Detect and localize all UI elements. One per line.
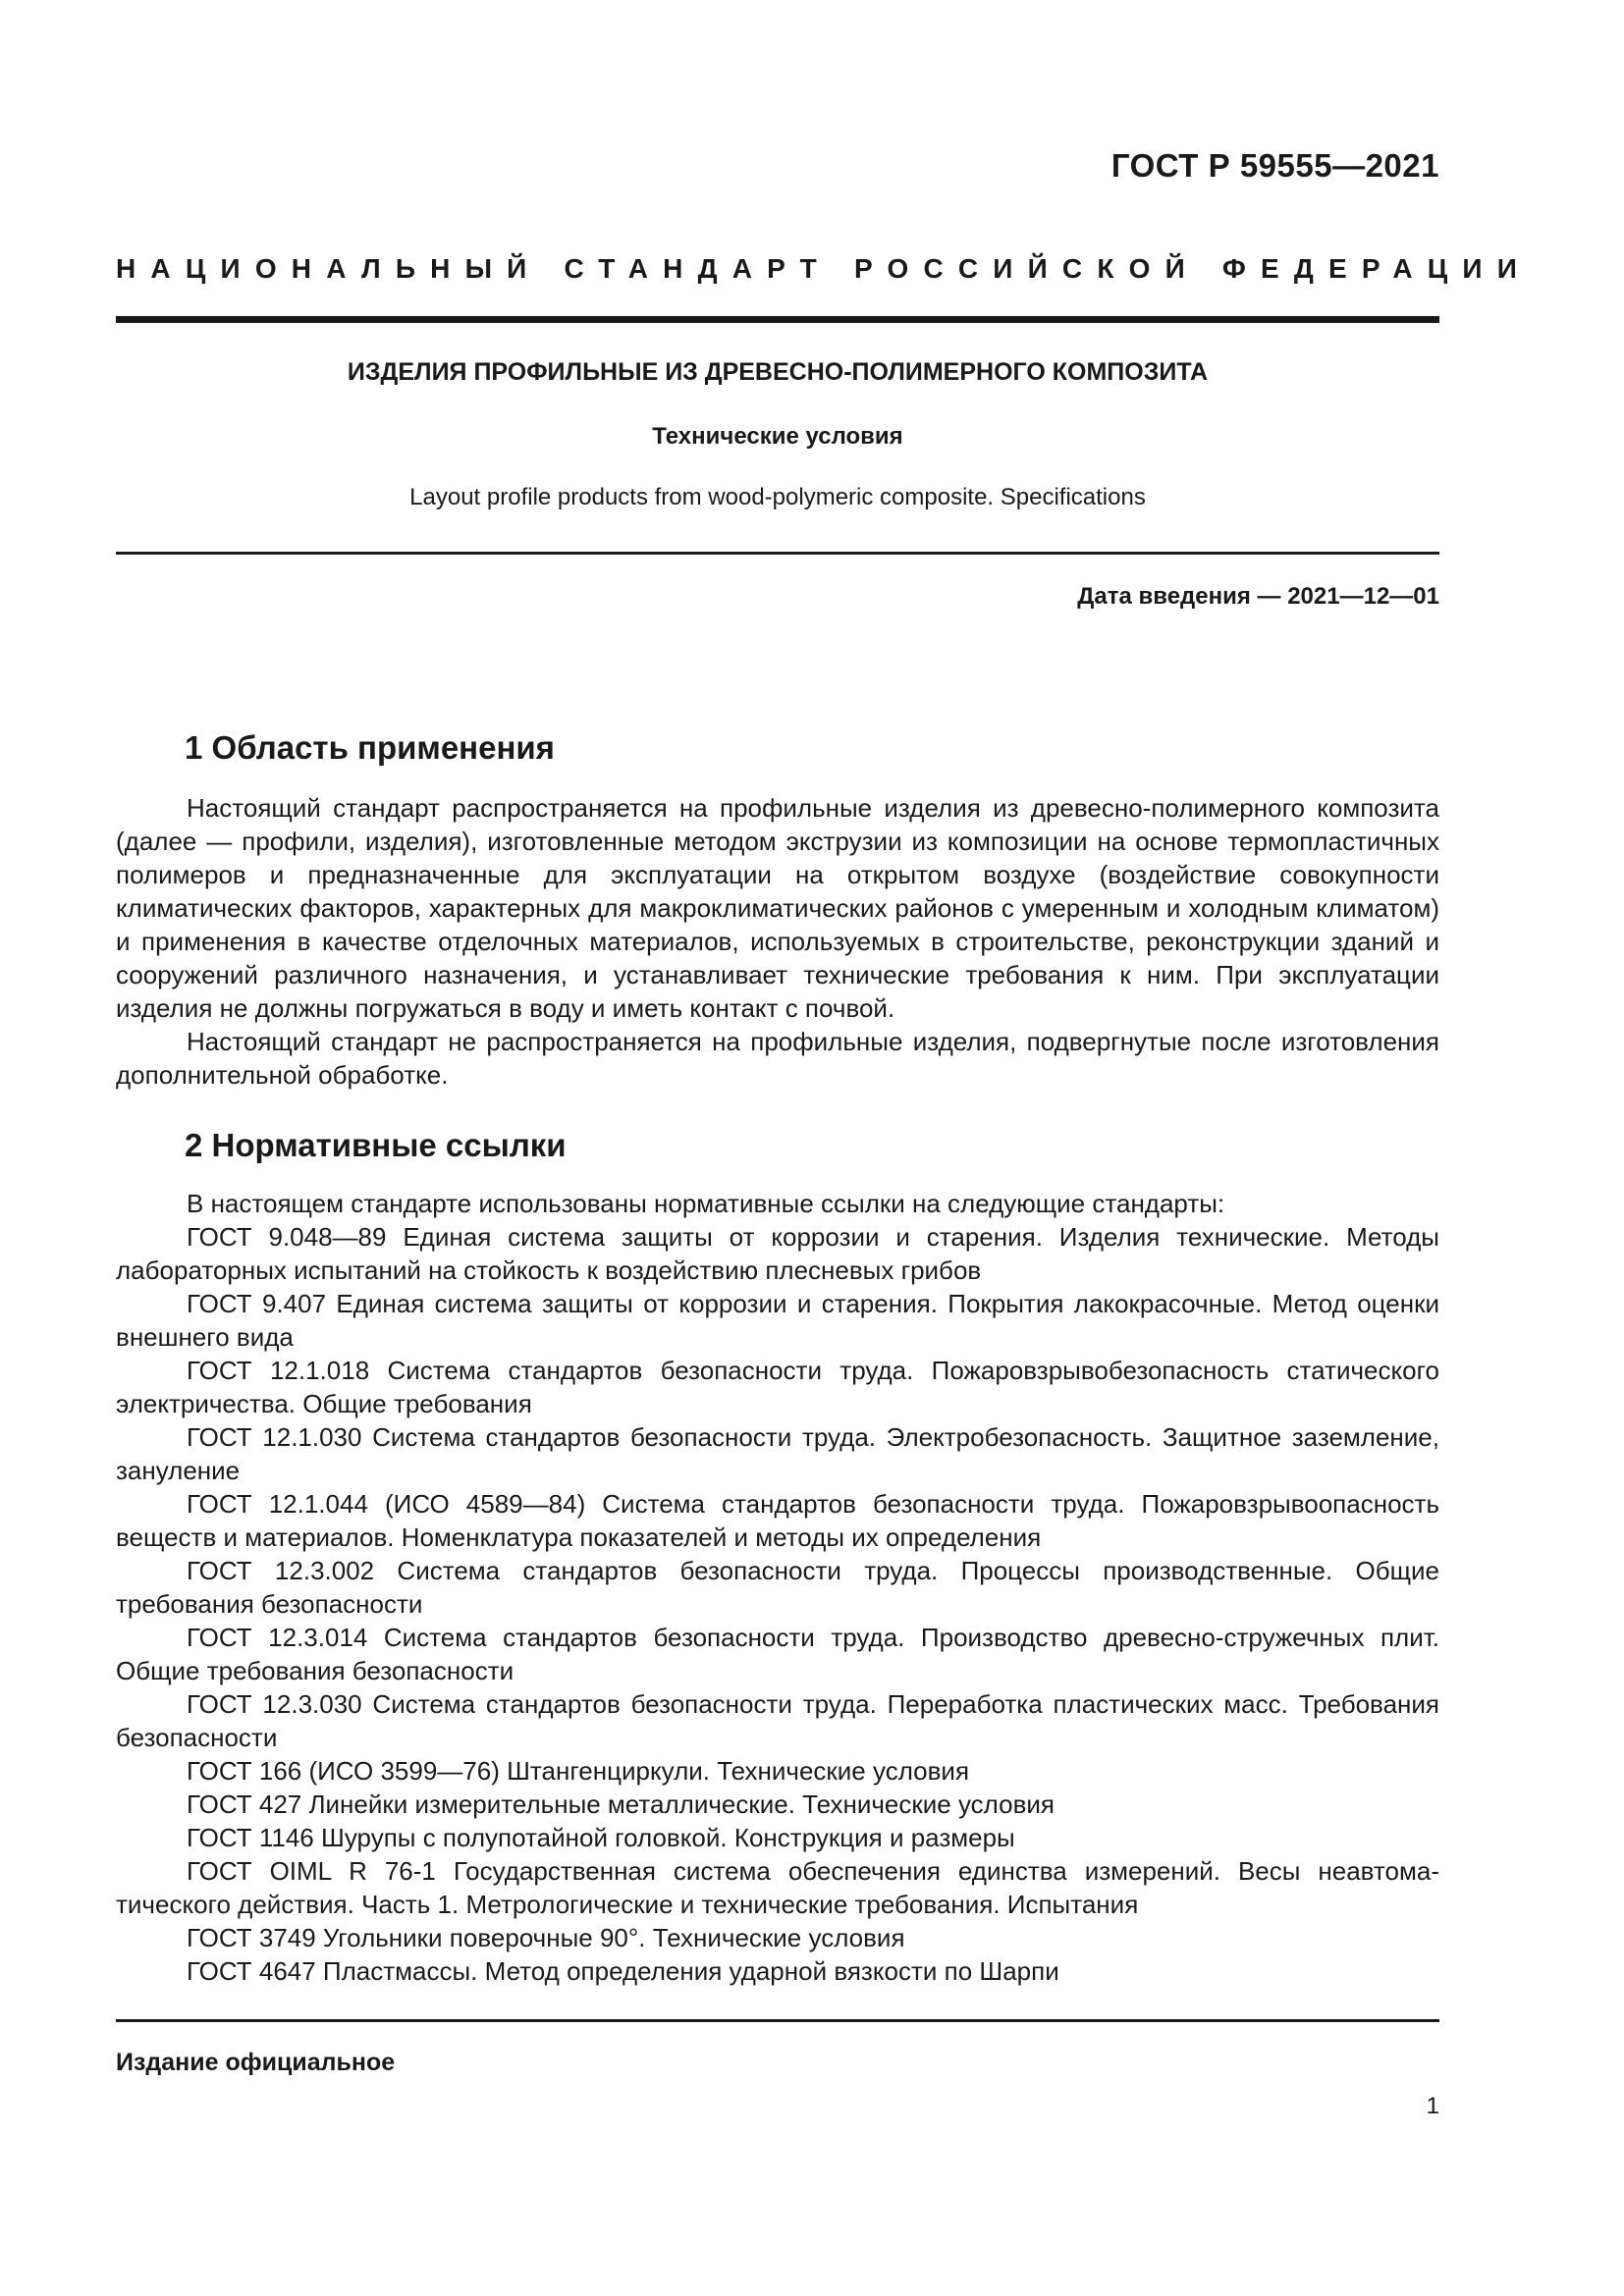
page-number: 1 bbox=[1426, 2093, 1439, 2119]
reference-item: ГОСТ 427 Линейки измерительные металлические. Технические условия bbox=[187, 1789, 1055, 1819]
english-title: Layout profile products from wood-polymeric composite. Specifications bbox=[409, 484, 1146, 510]
official-edition-label: Издание официальное bbox=[116, 2049, 396, 2076]
reference-item: ГОСТ 9.048—89 Единая система защиты от коррозии и старения. Изделия технические. Методы лабораторных испытаний на стойкость к воздействию плесневых грибов bbox=[116, 1222, 1439, 1285]
reference-item: ГОСТ 12.3.030 Система стандартов безопасности труда. Переработка пластических масс. Требования безопасности bbox=[116, 1689, 1439, 1752]
reference-item: ГОСТ 12.1.030 Система стандартов безопасности труда. Электробезопасность. Защитное заземление, зануление bbox=[116, 1422, 1439, 1485]
paragraph: Настоящий стандарт не распространяется на профильные изделия, подвергнутые после изготовления дополнительной обработке. bbox=[116, 1027, 1439, 1090]
section-2-body bbox=[116, 1187, 1439, 1988]
reference-item: ГОСТ 166 (ИСО 3599—76) Штангенциркули. Технические условия bbox=[187, 1756, 970, 1786]
introduction-date: Дата введения — 2021—12—01 bbox=[1077, 583, 1439, 610]
section-1-body bbox=[116, 791, 1439, 1092]
document-subtitle: Технические условия bbox=[652, 423, 903, 450]
reference-item: ГОСТ 12.3.014 Система стандартов безопасности труда. Производство древесно-стружечных плит. Общие требования безопасности bbox=[116, 1623, 1439, 1685]
reference-item: ГОСТ 12.3.002 Система стандартов безопасности труда. Процессы производственные. Общие требования безопасности bbox=[116, 1556, 1439, 1619]
header-rule bbox=[116, 316, 1439, 323]
section-1-title: 1 Область применения bbox=[185, 729, 555, 766]
document-title: ИЗДЕЛИЯ ПРОФИЛЬНЫЕ ИЗ ДРЕВЕСНО-ПОЛИМЕРНОГО КОМПОЗИТА bbox=[347, 358, 1209, 386]
reference-item: ГОСТ 3749 Угольники поверочные 90°. Технические условия bbox=[187, 1923, 905, 1952]
title-rule bbox=[116, 552, 1439, 555]
reference-item: ГОСТ 9.407 Единая система защиты от коррозии и старения. Покрытия лакокрасочные. Метод оценки внешнего вида bbox=[116, 1289, 1439, 1352]
reference-item: ГОСТ 4647 Пластмассы. Метод определения ударной вязкости по Шарпи bbox=[187, 1956, 1059, 1986]
section-2-title: 2 Нормативные ссылки bbox=[185, 1127, 567, 1163]
paragraph: В настоящем стандарте использованы нормативные ссылки на следующие стандарты: bbox=[187, 1189, 1225, 1218]
document-code: ГОСТ Р 59555—2021 bbox=[1110, 147, 1439, 184]
paragraph: Настоящий стандарт распространяется на профильные изделия из древесно-полимерного композита (далее — профили, изделия), изготовленные методом экструзии из композиции на основе термопластичных полимеров и предназначенные для эксплуатации на открытом воздухе (воздействие совокупности климатических факторов, характерных для макроклиматических районов с умеренным и холодным климатом) и применения в качестве отделочных материалов, используемых в строительстве, реконструкции зданий и сооружений различного назначения, и устанавливает технические требования к ним. При эксплуатации изделия не должны погружаться в воду и иметь контакт с почвой. bbox=[116, 793, 1439, 1023]
footer-rule bbox=[116, 2019, 1439, 2022]
reference-item: ГОСТ 1146 Шурупы с полупотайной головкой. Конструкция и размеры bbox=[187, 1823, 1015, 1852]
national-standard-heading: НАЦИОНАЛЬНЫЙ СТАНДАРТ РОССИЙСКОЙ ФЕДЕРАЦИИ bbox=[116, 253, 1533, 284]
reference-item: ГОСТ OIML R 76-1 Государственная система обеспечения единства измерений. Весы неавтоматического действия. Часть 1. Метрологические и технические требования. Испытания bbox=[116, 1856, 1439, 1919]
document-page bbox=[116, 0, 1533, 2296]
reference-item: ГОСТ 12.1.018 Система стандартов безопасности труда. Пожаровзрывобезопасность статического электричества. Общие требования bbox=[116, 1356, 1439, 1418]
reference-item: ГОСТ 12.1.044 (ИСО 4589—84) Система стандартов безопасности труда. Пожаровзрывоопасность веществ и материалов. Номенклатура показателей и методы их определения bbox=[116, 1489, 1439, 1552]
